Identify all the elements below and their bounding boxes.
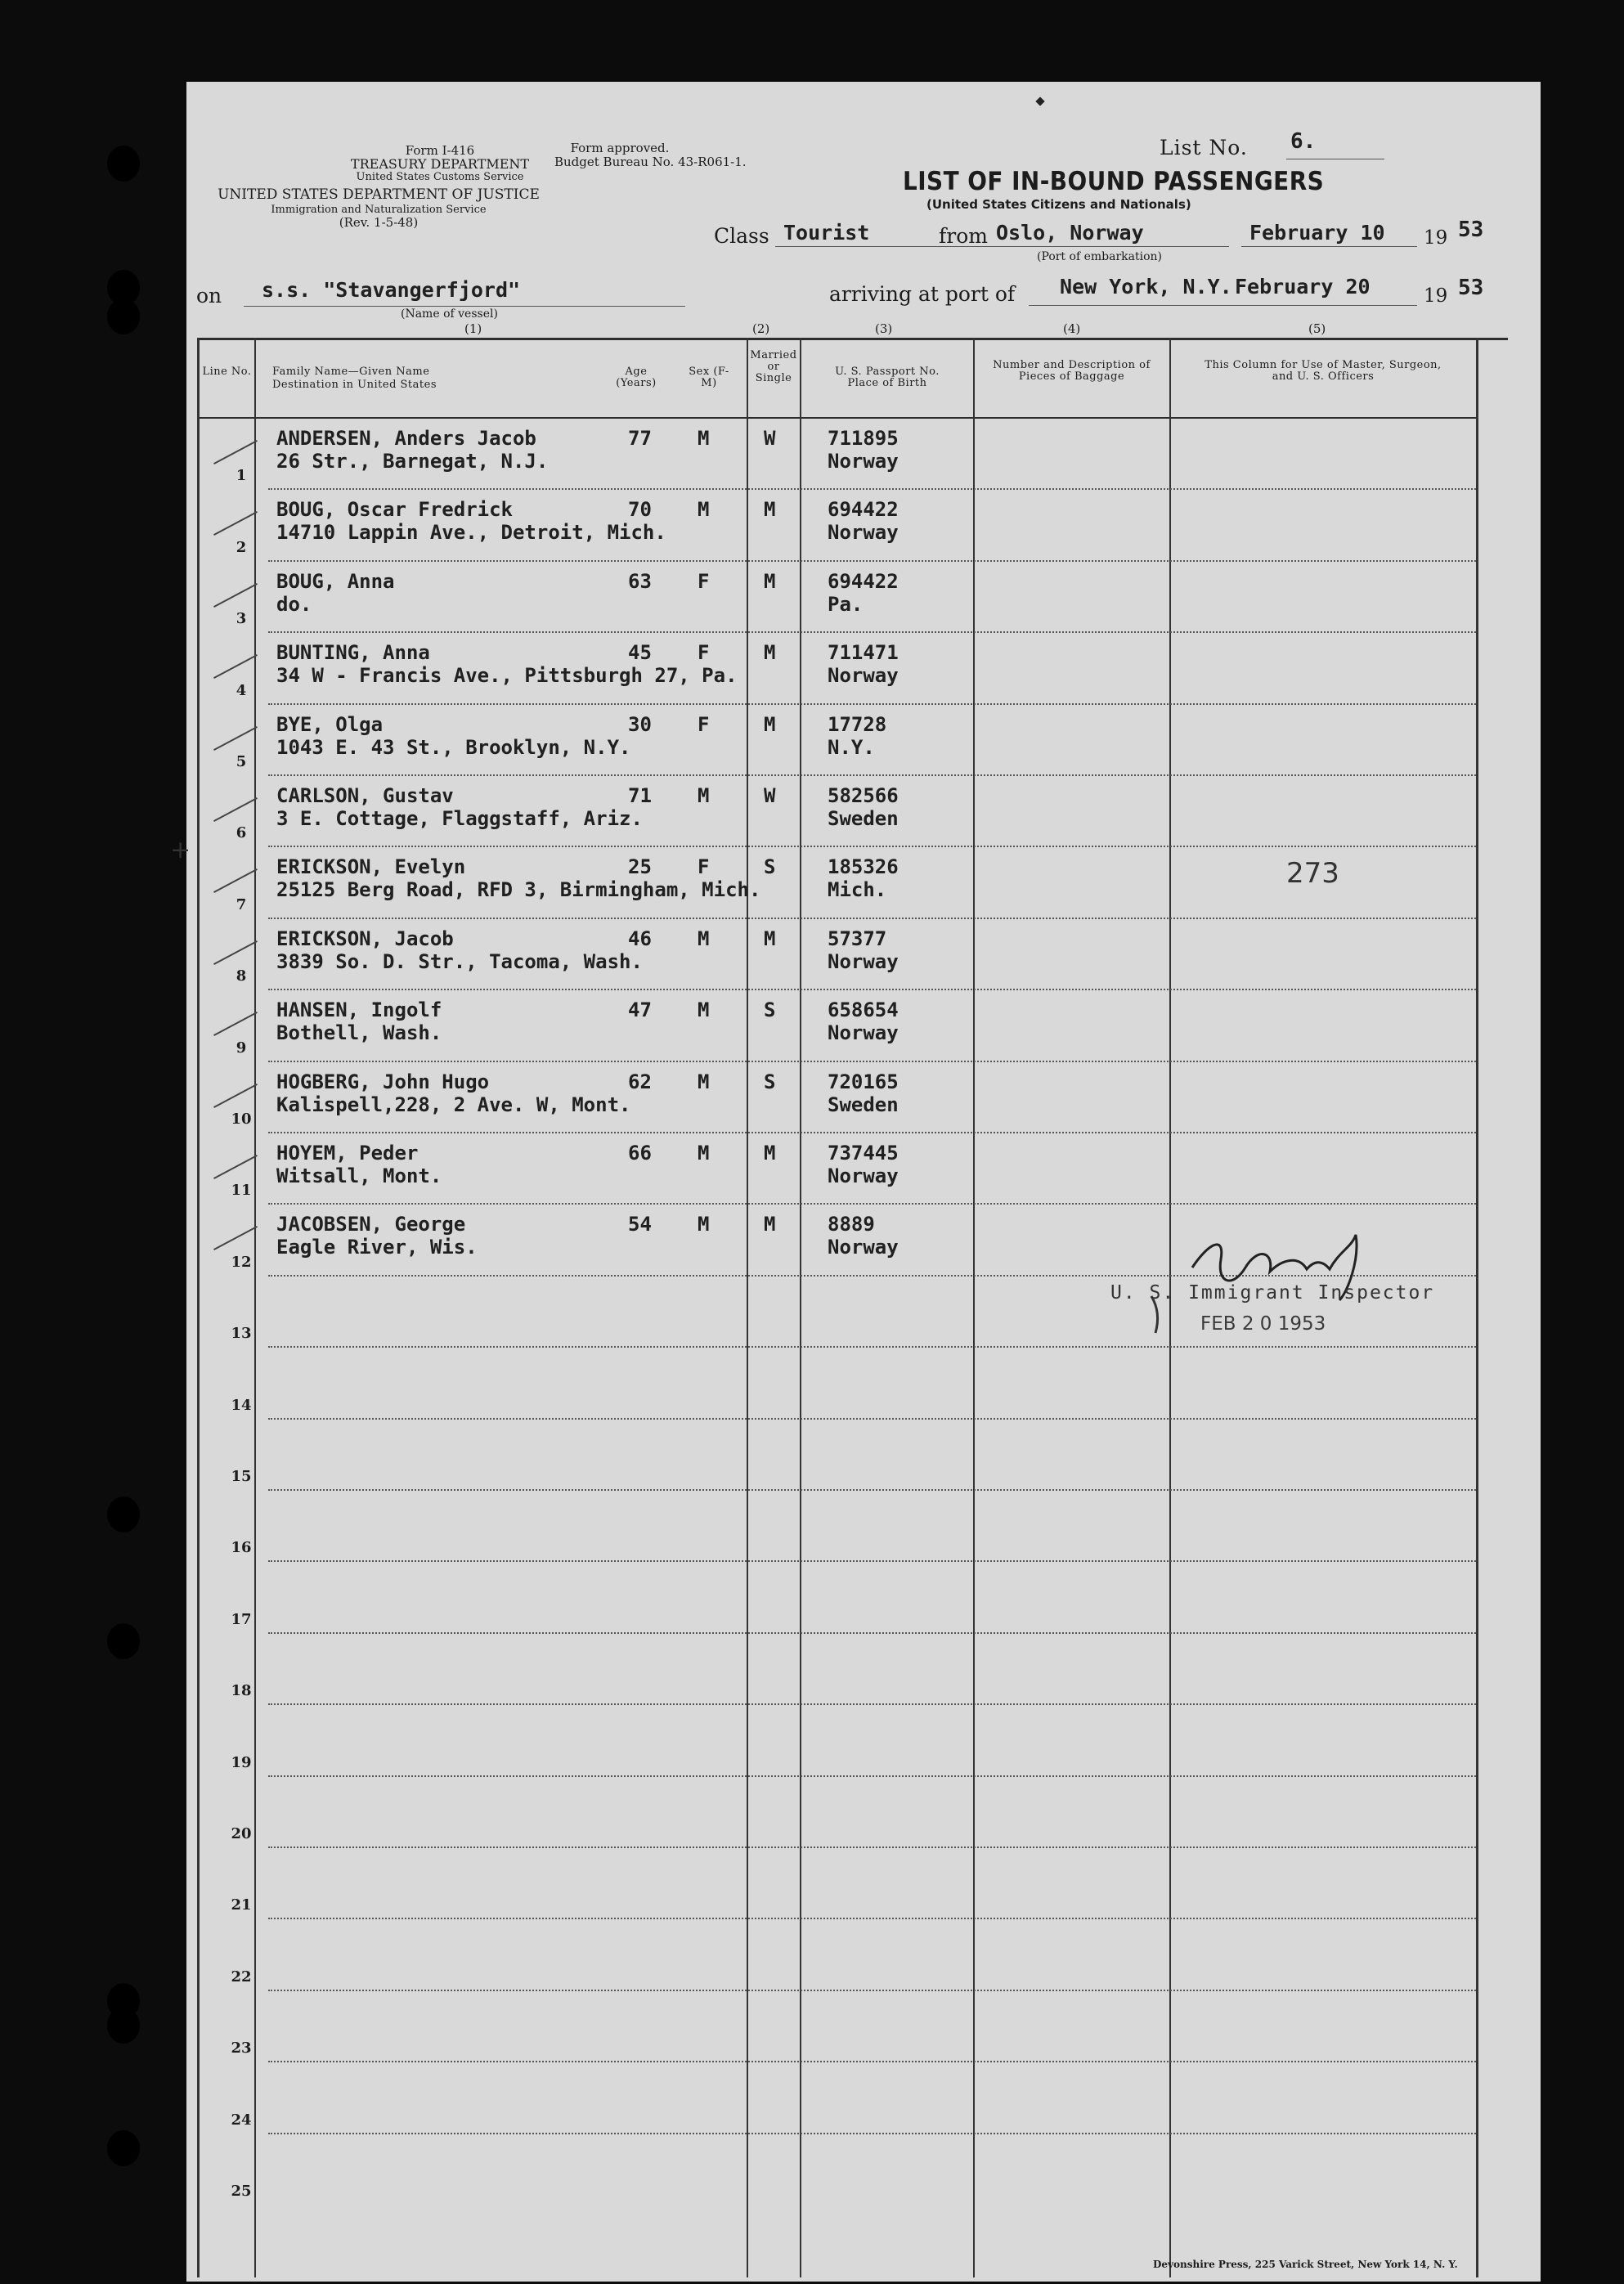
check-mark: [213, 797, 258, 822]
place-of-birth: Sweden: [828, 807, 899, 830]
marital-status: S: [764, 855, 776, 879]
marital-status: M: [764, 641, 776, 665]
printer-footer: Devonshire Press, 225 Varick Street, New York 14, N. Y.: [1153, 2259, 1458, 2270]
arrival-year-prefix: 19: [1424, 285, 1448, 307]
check-mark: [213, 1084, 258, 1108]
col-header-destination: Destination in United States: [272, 379, 437, 391]
passenger-age: 70: [628, 498, 652, 522]
place-of-birth: Sweden: [828, 1093, 899, 1116]
line-number: 14: [231, 1396, 252, 1414]
passport-number: 17728: [828, 712, 887, 736]
passenger-sex: M: [698, 498, 710, 522]
ink-mark: [1035, 96, 1044, 105]
passenger-destination: Eagle River, Wis.: [276, 1236, 478, 1259]
passenger-destination: 14710 Lappin Ave., Detroit, Mich.: [276, 521, 666, 545]
line-number: 1: [236, 467, 247, 485]
passenger-sex: F: [698, 855, 710, 879]
line-number: 8: [236, 967, 247, 985]
passport-number: 658654: [828, 998, 899, 1022]
class-value: Tourist: [783, 221, 870, 245]
arrival-year: 53: [1458, 276, 1484, 300]
table-top-border: [197, 338, 1508, 340]
marital-status: M: [764, 927, 776, 950]
form-number: Form I-416: [405, 143, 475, 158]
ins-service: Immigration and Naturalization Service: [271, 204, 487, 216]
passenger-sex: M: [698, 427, 710, 450]
line-number: 17: [231, 1610, 252, 1628]
col-header-passport: U. S. Passport No. Place of Birth: [835, 366, 940, 389]
passport-number: 57377: [828, 927, 887, 950]
passenger-destination: 34 W - Francis Ave., Pittsburgh 27, Pa.: [276, 664, 738, 688]
row-separator: [268, 1560, 1476, 1562]
line-number: 5: [236, 753, 247, 770]
col-header-baggage: Number and Description of Pieces of Baggage: [993, 359, 1151, 383]
line-number: 16: [231, 1539, 252, 1557]
row-separator: [268, 1418, 1476, 1420]
col-header-line: Line No.: [202, 366, 252, 378]
line-number: 12: [231, 1253, 252, 1271]
passenger-destination: Kalispell,228, 2 Ave. W, Mont.: [276, 1093, 631, 1116]
place-of-birth: Norway: [828, 521, 899, 545]
port-embarkation-note: (Port of embarkation): [1037, 250, 1162, 263]
check-mark: [213, 1012, 258, 1036]
vessel-note: (Name of vessel): [401, 307, 498, 321]
from-label: from: [939, 224, 988, 248]
passenger-name: HOGBERG, John Hugo: [276, 1070, 490, 1093]
row-separator: [268, 2133, 1476, 2134]
arriving-label: arriving at port of: [829, 282, 1016, 306]
col-number-3: (3): [875, 321, 893, 336]
row-separator: [268, 1990, 1476, 1991]
list-no-label: List No.: [1160, 136, 1248, 159]
check-mark: [213, 440, 258, 464]
line-number: 20: [231, 1825, 252, 1842]
arrival-date: February 20: [1235, 275, 1371, 298]
vessel-underline: [244, 306, 685, 307]
place-of-birth: Norway: [828, 450, 899, 473]
place-of-birth: Mich.: [828, 878, 887, 902]
line-number: 21: [231, 1896, 252, 1914]
line-number: 22: [231, 1968, 252, 1986]
passport-number: 720165: [828, 1070, 899, 1093]
marital-status: M: [764, 712, 776, 736]
place-of-birth: Norway: [828, 1164, 899, 1187]
passenger-age: 66: [628, 1142, 652, 1164]
passenger-age: 54: [628, 1213, 652, 1236]
passenger-name: HOYEM, Peder: [276, 1142, 419, 1164]
table-left-border: [197, 338, 200, 2277]
punch-hole: [107, 2130, 140, 2166]
date-underline: [1241, 246, 1417, 247]
passenger-name: BOUG, Oscar Fredrick: [276, 498, 513, 522]
passenger-destination: 3839 So. D. Str., Tacoma, Wash.: [276, 949, 643, 973]
passport-number: 694422: [828, 498, 899, 522]
place-of-birth: Norway: [828, 1236, 899, 1259]
inspector-title: U. S. Immigrant Inspector: [1110, 1282, 1435, 1304]
row-separator: [268, 846, 1476, 847]
passenger-destination: 1043 E. 43 St., Brooklyn, N.Y.: [276, 735, 631, 759]
row-separator: [268, 560, 1476, 562]
passenger-sex: F: [698, 641, 710, 665]
departure-year-prefix: 19: [1424, 227, 1448, 249]
row-separator: [268, 989, 1476, 990]
row-separator: [268, 1061, 1476, 1062]
row-separator: [268, 1846, 1476, 1848]
col-number-5: (5): [1308, 321, 1326, 336]
check-mark: [213, 726, 258, 751]
marital-status: S: [764, 998, 776, 1022]
passenger-destination: Witsall, Mont.: [276, 1164, 442, 1187]
document-subtitle: (United States Citizens and Nationals): [926, 197, 1191, 212]
check-mark: [213, 583, 258, 608]
line-number: 9: [236, 1039, 247, 1057]
col-divider: [254, 338, 256, 2277]
passenger-age: 62: [628, 1070, 652, 1093]
punch-hole: [107, 2008, 140, 2044]
col-divider: [973, 338, 975, 2277]
document-title: LIST OF IN-BOUND PASSENGERS: [903, 167, 1325, 196]
check-mark: [213, 511, 258, 536]
passenger-age: 63: [628, 569, 652, 593]
passenger-age: 47: [628, 998, 652, 1022]
passport-number: 8889: [828, 1213, 875, 1236]
line-number: 13: [231, 1325, 252, 1343]
check-mark: [213, 1226, 258, 1250]
passenger-age: 45: [628, 641, 652, 665]
col-header-name: Family Name—Given Name: [272, 366, 430, 378]
departure-date: February 10: [1249, 221, 1385, 245]
passenger-sex: M: [698, 784, 710, 807]
passport-number: 694422: [828, 569, 899, 593]
row-separator: [268, 1489, 1476, 1491]
table-right-border: [1476, 338, 1478, 2277]
passenger-name: BYE, Olga: [276, 712, 384, 736]
passport-number: 582566: [828, 784, 899, 807]
col-header-married: Married or Single: [750, 349, 797, 384]
on-label: on: [196, 284, 222, 307]
passenger-age: 30: [628, 712, 652, 736]
col-header-sex: Sex (F-M): [689, 366, 729, 389]
passenger-sex: M: [698, 1213, 710, 1236]
date-stamp: FEB 2 0 1953: [1200, 1313, 1326, 1335]
passenger-name: ERICKSON, Jacob: [276, 927, 454, 950]
marital-status: M: [764, 569, 776, 593]
officer-note: 273: [1286, 857, 1339, 890]
list-no-value: 6.: [1290, 129, 1317, 154]
passenger-sex: F: [698, 712, 710, 736]
row-separator: [268, 1918, 1476, 1919]
line-number: 15: [231, 1468, 252, 1485]
punch-hole: [107, 1496, 140, 1532]
budget-bureau: Budget Bureau No. 43-R061-1.: [554, 155, 747, 169]
treasury-dept: TREASURY DEPARTMENT: [350, 156, 530, 172]
col-number-2: (2): [752, 321, 770, 336]
row-separator: [268, 703, 1476, 705]
manifest-page: [170, 82, 1541, 2282]
passenger-sex: F: [698, 569, 710, 593]
line-number: 11: [231, 1182, 252, 1200]
passenger-destination: 26 Str., Barnegat, N.J.: [276, 450, 549, 473]
vessel-name: s.s. "Stavangerfjord": [262, 278, 521, 302]
line-number: 6: [236, 824, 247, 842]
port-embarkation: Oslo, Norway: [996, 221, 1144, 245]
line-number: 18: [231, 1682, 252, 1700]
marital-status: M: [764, 1213, 776, 1236]
row-separator: [268, 2061, 1476, 2062]
from-underline: [992, 246, 1229, 247]
place-of-birth: N.Y.: [828, 735, 875, 759]
row-separator: [268, 1775, 1476, 1777]
passenger-age: 46: [628, 927, 652, 950]
passenger-destination: 3 E. Cottage, Flaggstaff, Ariz.: [276, 807, 643, 830]
arrival-port: New York, N.Y.: [1060, 275, 1232, 298]
passenger-name: ANDERSEN, Anders Jacob: [276, 427, 536, 450]
line-number: 3: [236, 610, 247, 628]
row-separator: [268, 1132, 1476, 1133]
form-revision: (Rev. 1-5-48): [339, 215, 419, 230]
arrival-underline: [1029, 305, 1417, 306]
marital-status: W: [764, 784, 776, 807]
col-number-1: (1): [464, 321, 482, 336]
passenger-destination: Bothell, Wash.: [276, 1021, 442, 1045]
passenger-age: 71: [628, 784, 652, 807]
passenger-name: BOUG, Anna: [276, 569, 395, 593]
table-header-bottom: [197, 417, 1477, 419]
punch-hole: [107, 146, 140, 182]
col-divider: [800, 338, 801, 2277]
passport-number: 185326: [828, 855, 899, 879]
line-number: 23: [231, 2039, 252, 2057]
marital-status: M: [764, 498, 776, 522]
class-label: Class: [714, 224, 769, 248]
check-mark: [213, 868, 258, 893]
line-number: 24: [231, 2111, 252, 2129]
col-divider: [747, 338, 748, 2277]
col-header-age: Age (Years): [616, 366, 657, 389]
passenger-destination: do.: [276, 592, 312, 616]
passenger-name: CARLSON, Gustav: [276, 784, 454, 807]
form-approved: Form approved.: [570, 141, 670, 155]
line-number: 25: [231, 2183, 252, 2200]
customs-service: United States Customs Service: [356, 171, 524, 183]
passenger-name: HANSEN, Ingolf: [276, 998, 442, 1022]
col-header-officers: This Column for Use of Master, Surgeon, and U. S. Officers: [1205, 359, 1442, 383]
departure-year: 53: [1458, 218, 1484, 242]
passenger-sex: M: [698, 1070, 710, 1093]
marital-status: W: [764, 427, 776, 450]
passenger-sex: M: [698, 1142, 710, 1164]
marital-status: S: [764, 1070, 776, 1093]
passport-number: 711471: [828, 641, 899, 665]
passenger-age: 25: [628, 855, 652, 879]
line-number: 7: [236, 895, 247, 913]
row-separator: [268, 488, 1476, 490]
passenger-name: JACOBSEN, George: [276, 1213, 466, 1236]
passenger-sex: M: [698, 927, 710, 950]
place-of-birth: Pa.: [828, 592, 864, 616]
line-number: 10: [231, 1111, 252, 1128]
row-separator: [268, 631, 1476, 633]
line-number: 19: [231, 1753, 252, 1771]
check-mark: [213, 1155, 258, 1179]
passenger-destination: 25125 Berg Road, RFD 3, Birmingham, Mich.: [276, 878, 761, 902]
col-number-4: (4): [1063, 321, 1081, 336]
passenger-name: ERICKSON, Evelyn: [276, 855, 466, 879]
margin-cross-mark: +: [170, 836, 191, 864]
line-number: 2: [236, 538, 247, 556]
punch-hole: [107, 1623, 140, 1659]
passenger-name: BUNTING, Anna: [276, 641, 430, 665]
passport-number: 737445: [828, 1142, 899, 1164]
row-separator: [268, 1203, 1476, 1205]
row-separator: [268, 1703, 1476, 1705]
punch-hole: [107, 298, 140, 334]
justice-dept: UNITED STATES DEPARTMENT OF JUSTICE: [218, 186, 540, 203]
check-mark: [213, 654, 258, 679]
row-separator: [268, 918, 1476, 919]
passenger-age: 77: [628, 427, 652, 450]
place-of-birth: Norway: [828, 949, 899, 973]
passport-number: 711895: [828, 427, 899, 450]
row-separator: [268, 774, 1476, 776]
line-number: 4: [236, 681, 247, 699]
passenger-sex: M: [698, 998, 710, 1022]
check-mark: [213, 940, 258, 965]
row-separator: [268, 1632, 1476, 1634]
place-of-birth: Norway: [828, 664, 899, 688]
place-of-birth: Norway: [828, 1021, 899, 1045]
marital-status: M: [764, 1142, 776, 1164]
